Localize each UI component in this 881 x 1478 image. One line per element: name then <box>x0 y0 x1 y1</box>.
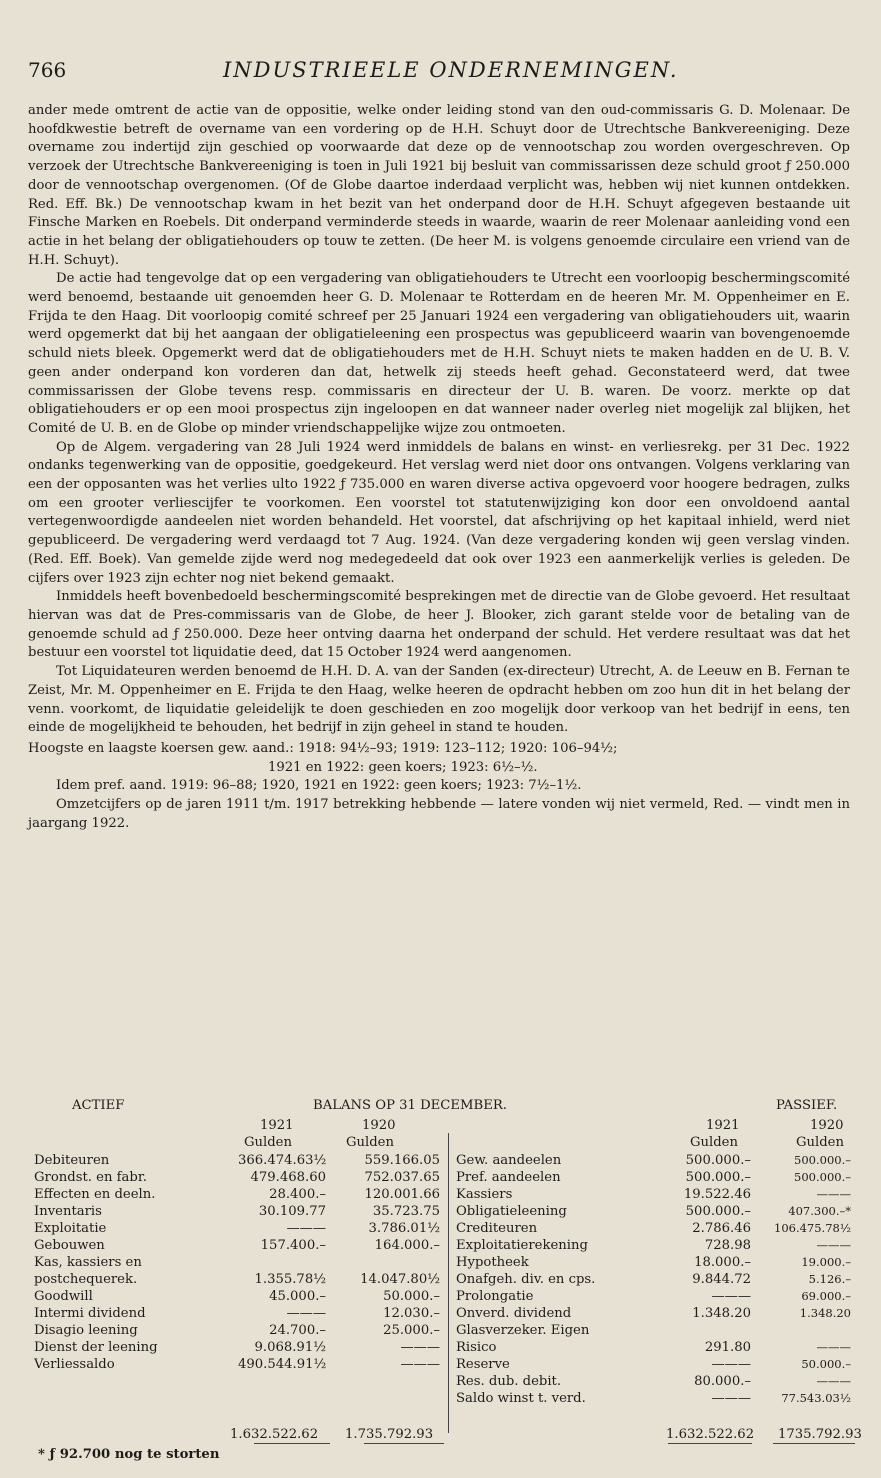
year-passief-1920: 1920 <box>810 1118 844 1133</box>
passief-1920-cell: 77.543.03½ <box>781 1391 851 1405</box>
balance-row <box>28 1305 858 1322</box>
passief-1920-cell: 5.126.– <box>808 1272 851 1286</box>
passief-1921-cell: 19.522.46 <box>683 1187 751 1202</box>
actief-1921-cell: 366.474.63½ <box>238 1153 327 1168</box>
actief-1920-cell: 25.000.– <box>383 1323 440 1338</box>
omzet-note: Omzetcijfers op de jaren 1911 t/m. 1917 betrekking hebbende — latere vonden wij niet vermeld, Red. — vindt men in jaargang 1922. <box>28 797 850 831</box>
passief-1921-cell: 2.786.46 <box>692 1221 751 1236</box>
actief-1920-cell: 752.037.65 <box>364 1170 440 1185</box>
balance-row <box>28 1322 858 1339</box>
passief-label-cell: Saldo winst t. verd. <box>456 1391 586 1406</box>
actief-1920-cell: 559.166.05 <box>364 1153 440 1168</box>
passief-label-cell: Gew. aandeelen <box>456 1153 562 1168</box>
passief-label-cell: Res. dub. debit. <box>456 1374 562 1389</box>
passief-1920-cell: 106.475.78½ <box>774 1221 851 1235</box>
year-actief-1921: 1921 <box>260 1118 294 1133</box>
page-number: 766 <box>28 58 67 82</box>
actief-1920-cell: 164.000.– <box>374 1238 440 1253</box>
passief-label-cell: Obligatieleening <box>456 1204 567 1219</box>
balance-row <box>28 1237 858 1254</box>
balance-row <box>28 1254 858 1271</box>
passief-1921-cell: ——— <box>711 1391 751 1406</box>
balance-row <box>28 1152 858 1169</box>
koersen-line-2: 1921 en 1922: geen koers; 1923: 6½–½. <box>268 759 538 775</box>
passief-1921-cell: 500.000.– <box>685 1204 751 1219</box>
balance-row <box>28 1356 858 1373</box>
passief-label-cell: Pref. aandeelen <box>456 1170 561 1185</box>
passief-label-cell: Glasverzeker. Eigen <box>456 1323 590 1338</box>
paragraph-4: Inmiddels heeft bovenbedoeld beschermingscomité besprekingen met de directie van de Globe gevoerd. Het resultaat hiervan was dat de Pres-commissaris van de Globe, de heer J. Blooker, zich garant stelde voor de betaling van de genoemde schuld ad ƒ 250.000. Deze heer ontving daarna het onderpand der schuld. Het verdere resultaat was dat het bestuur een voorstel tot liquidatie deed, dat 15 October 1924 werd aangenomen. <box>28 589 850 661</box>
actief-label-cell: Effecten en deeln. <box>34 1187 156 1202</box>
unit-passief-1921: Gulden <box>690 1135 738 1150</box>
actief-label-cell: Goodwill <box>34 1289 93 1304</box>
actief-label-cell: Gebouwen <box>34 1238 105 1253</box>
passief-label: PASSIEF. <box>776 1098 838 1113</box>
balance-title-row <box>28 1098 858 1118</box>
balance-row <box>28 1373 858 1390</box>
year-row <box>28 1118 858 1135</box>
actief-label-cell: Dienst der leening <box>34 1340 158 1355</box>
actief-label-cell: Grondst. en fabr. <box>34 1170 147 1185</box>
balance-totals <box>28 1427 862 1445</box>
passief-1920-cell: ——— <box>816 1238 851 1252</box>
actief-1920-cell: 14.047.80½ <box>360 1272 440 1287</box>
passief-1921-cell: 500.000.– <box>685 1170 751 1185</box>
actief-label-cell: Kas, kassiers en <box>34 1255 142 1270</box>
actief-1921-cell: 479.468.60 <box>250 1170 326 1185</box>
passief-label-cell: Reserve <box>456 1357 510 1372</box>
passief-1920-cell: 69.000.– <box>801 1289 851 1303</box>
koersen-idem: Idem pref. aand. 1919: 96–88; 1920, 1921 en 1922: geen koers; 1923: 7½–1½. <box>56 778 582 794</box>
actief-1920-cell: 120.001.66 <box>364 1187 440 1202</box>
balance-title: BALANS OP 31 DECEMBER. <box>313 1098 507 1113</box>
total-actief-1920: 1.735.792.93 <box>345 1427 434 1442</box>
actief-1921-cell: 28.400.– <box>269 1187 326 1202</box>
unit-actief-1921: Gulden <box>244 1135 292 1150</box>
actief-label-cell: Debiteuren <box>34 1153 110 1168</box>
balance-row <box>28 1288 858 1305</box>
year-passief-1921: 1921 <box>706 1118 740 1133</box>
total-passief-1920: 1735.792.93 <box>778 1427 862 1442</box>
actief-1921-cell: 490.544.91½ <box>238 1357 327 1372</box>
actief-1920-cell: 3.786.01½ <box>368 1221 440 1236</box>
passief-1920-cell: 500.000.– <box>794 1170 851 1184</box>
passief-1921-cell: 80.000.– <box>694 1374 751 1389</box>
passief-1920-cell: 1.348.20 <box>799 1306 851 1320</box>
passief-label-cell: Onafgeh. div. en cps. <box>456 1272 596 1287</box>
passief-label-cell: Onverd. dividend <box>456 1306 572 1321</box>
actief-1921-cell: ——— <box>286 1221 326 1236</box>
actief-1920-cell: 35.723.75 <box>372 1204 440 1219</box>
actief-label-cell: Disagio leening <box>34 1323 138 1338</box>
total-actief-1921: 1.632.522.62 <box>230 1427 319 1442</box>
passief-1921-cell: 9.844.72 <box>692 1272 751 1287</box>
page-header <box>28 58 868 88</box>
actief-1920-cell: ——— <box>400 1340 440 1355</box>
actief-1920-cell: 50.000.– <box>383 1289 440 1304</box>
passief-1920-cell: ——— <box>816 1340 851 1354</box>
actief-1921-cell: 157.400.– <box>260 1238 326 1253</box>
passief-label-cell: Prolongatie <box>456 1289 534 1304</box>
actief-1921-cell: ——— <box>286 1306 326 1321</box>
passief-label-cell: Crediteuren <box>456 1221 538 1236</box>
paragraph-3: Op de Algem. vergadering van 28 Juli 1924 werd inmiddels de balans en winst- en verliesrekg. per 31 Dec. 1922 ondanks tegenwerking van de oppositie, goedgekeurd. Het verslag werd niet door ons ontvangen. Volgens verklaring van een der opposanten was het verlies ulto 1922 ƒ 735.000 en waren diverse activa opgevoerd voor hoogere bedragen, zulks om een grooter verliescijfer te voorkomen. Een voorstel tot statutenwijziging kon door een onvoldoend aantal vertegenwoordigde aandeelen niet worden behandeld. Het voorstel, dat afschrijving op het kapitaal inhield, werd niet gepubliceerd. De vergadering werd verdaagd tot 7 Aug. 1924. (Van deze vergadering konden wij geen verslag vinden. (Red. Eff. Boek). Van gemelde zijde werd nog medegedeeld dat ook over 1923 een aanmerkelijk verlies is geleden. De cijfers over 1923 zijn echter nog niet bekend gemaakt. <box>28 439 850 586</box>
koersen-line-1: Hoogste en laagste koersen gew. aand.: 1918: 94½–93; 1919: 123–112; 1920: 106–94½; <box>28 740 618 756</box>
actief-label: ACTIEF <box>72 1098 125 1113</box>
passief-1920-cell: ——— <box>816 1374 851 1388</box>
running-title: INDUSTRIEELE ONDERNEMINGEN. <box>223 58 679 82</box>
passief-1920-cell: 407.300.–* <box>788 1204 851 1218</box>
year-actief-1920: 1920 <box>362 1118 396 1133</box>
unit-actief-1920: Gulden <box>346 1135 394 1150</box>
passief-1921-cell: 500.000.– <box>685 1153 751 1168</box>
passief-label-cell: Exploitatierekening <box>456 1238 588 1253</box>
actief-label-cell: Exploitatie <box>34 1221 107 1236</box>
balance-row <box>28 1220 858 1237</box>
passief-label-cell: Risico <box>456 1340 497 1355</box>
balance-row <box>28 1203 858 1220</box>
total-passief-1921: 1.632.522.62 <box>666 1427 755 1442</box>
passief-1920-cell: 50.000.– <box>801 1357 851 1371</box>
actief-label-cell: Inventaris <box>34 1204 102 1219</box>
actief-1921-cell: 9.068.91½ <box>254 1340 326 1355</box>
balance-row <box>28 1186 858 1203</box>
passief-1920-cell: 500.000.– <box>794 1153 851 1167</box>
passief-1921-cell: ——— <box>711 1289 751 1304</box>
passief-1921-cell: 291.80 <box>704 1340 751 1355</box>
passief-1921-cell: 728.98 <box>704 1238 751 1253</box>
passief-1920-cell: 19.000.– <box>801 1255 851 1269</box>
balance-rows <box>28 1152 858 1407</box>
unit-passief-1920: Gulden <box>796 1135 844 1150</box>
passief-1921-cell: ——— <box>711 1357 751 1372</box>
actief-1921-cell: 24.700.– <box>269 1323 326 1338</box>
balance-sheet <box>28 1098 862 1462</box>
actief-label-cell: Intermi dividend <box>34 1306 146 1321</box>
passief-1921-cell: 1.348.20 <box>692 1306 751 1321</box>
passief-label-cell: Hypotheek <box>456 1255 529 1270</box>
unit-row <box>28 1135 858 1152</box>
actief-1920-cell: 12.030.– <box>383 1306 440 1321</box>
balance-row <box>28 1390 858 1407</box>
passief-1920-cell: ——— <box>816 1187 851 1201</box>
footnote: * ƒ 92.700 nog te storten <box>38 1447 220 1462</box>
article-body <box>28 102 850 833</box>
paragraph-1: ander mede omtrent de actie van de oppositie, welke onder leiding stond van den oud-commissaris G. D. Molenaar. De hoofdkwestie betreft de overname van een vordering op de H.H. Schuyt door de Utrechtsche Bankvereeniging. Deze overname zou indertijd zijn geschied op voorwaarde dat deze op de vennootschap zou worden overgeschreven. Op verzoek der Utrechtsche Bankvereeniging is toen in Juli 1921 bij besluit van commissarissen deze schuld groot ƒ 250.000 door de vennootschap overgenomen. (Of de Globe daartoe inderdaad verplicht was, hebben wij niet kunnen ontdekken. Red. Eff. Bk.) De vennootschap kwam in het bezit van het onderpand door de H.H. Schuyt afgegeven bestaande uit Finsche Marken en Roebels. Dit onderpand verminderde steeds in waarde, waarin de reer Molenaar aanleiding vond een actie in het belang der obligatiehouders op touw te zetten. (De heer M. is volgens genoemde circulaire een vriend van de H.H. Schuyt). <box>28 103 850 268</box>
actief-1920-cell: ——— <box>400 1357 440 1372</box>
balance-row <box>28 1339 858 1356</box>
paragraph-2: De actie had tengevolge dat op een vergadering van obligatiehouders te Utrecht een voorloopig beschermingscomité werd benoemd, bestaande uit genoemden heer G. D. Molenaar te Rotterdam en de heeren Mr. M. Oppenheimer en E. Frijda te den Haag. Dit voorloopig comité schreef per 25 Januari 1924 een vergadering van obligatiehouders uit, waarin werd opgemerkt dat bij het aangaan der obligatieleening een prospectus was gepubliceerd waarin van bovengenoemde schuld niets bleek. Opgemerkt werd dat de obligatiehouders met de H.H. Schuyt niets te maken hadden en de U. B. V. geen ander onderpand kon vorderen dan dat, hetwelk zij steeds heeft gehad. Geconstateerd werd, dat twee commissarissen der Globe tevens resp. commissaris en directeur der U. B. waren. De voorz. merkte op dat obligatiehouders er op een mooi prospectus zijn ingeloopen en dat wanneer nader overleg niet mogelijk zal blijken, het Comité de U. B. en de Globe op minder vriendschappelijke wijze zou ontmoeten. <box>28 271 850 436</box>
passief-label-cell: Kassiers <box>456 1187 513 1202</box>
actief-1921-cell: 45.000.– <box>269 1289 326 1304</box>
actief-1921-cell: 1.355.78½ <box>254 1272 326 1287</box>
balance-divider <box>448 1133 449 1433</box>
actief-label-cell: postchequerek. <box>34 1272 138 1287</box>
actief-1921-cell: 30.109.77 <box>258 1204 326 1219</box>
passief-1921-cell: 18.000.– <box>694 1255 751 1270</box>
balance-row <box>28 1271 858 1288</box>
balance-row <box>28 1169 858 1186</box>
actief-label-cell: Verliessaldo <box>34 1357 115 1372</box>
paragraph-5: Tot Liquidateuren werden benoemd de H.H. D. A. van der Sanden (ex-directeur) Utrecht, A. de Leeuw en B. Fernan te Zeist, Mr. M. Oppenheimer en E. Frijda te den Haag, welke heeren de opdracht hebben om zoo hun dit in het belang der venn. voorkomt, de liquidatie geleidelijk te doen geschieden en zoo mogelijk door verkoop van het bedrijf in eens, ten einde de mogelijkheid te behouden, het bedrijf in zijn geheel in stand te houden. <box>28 664 850 736</box>
